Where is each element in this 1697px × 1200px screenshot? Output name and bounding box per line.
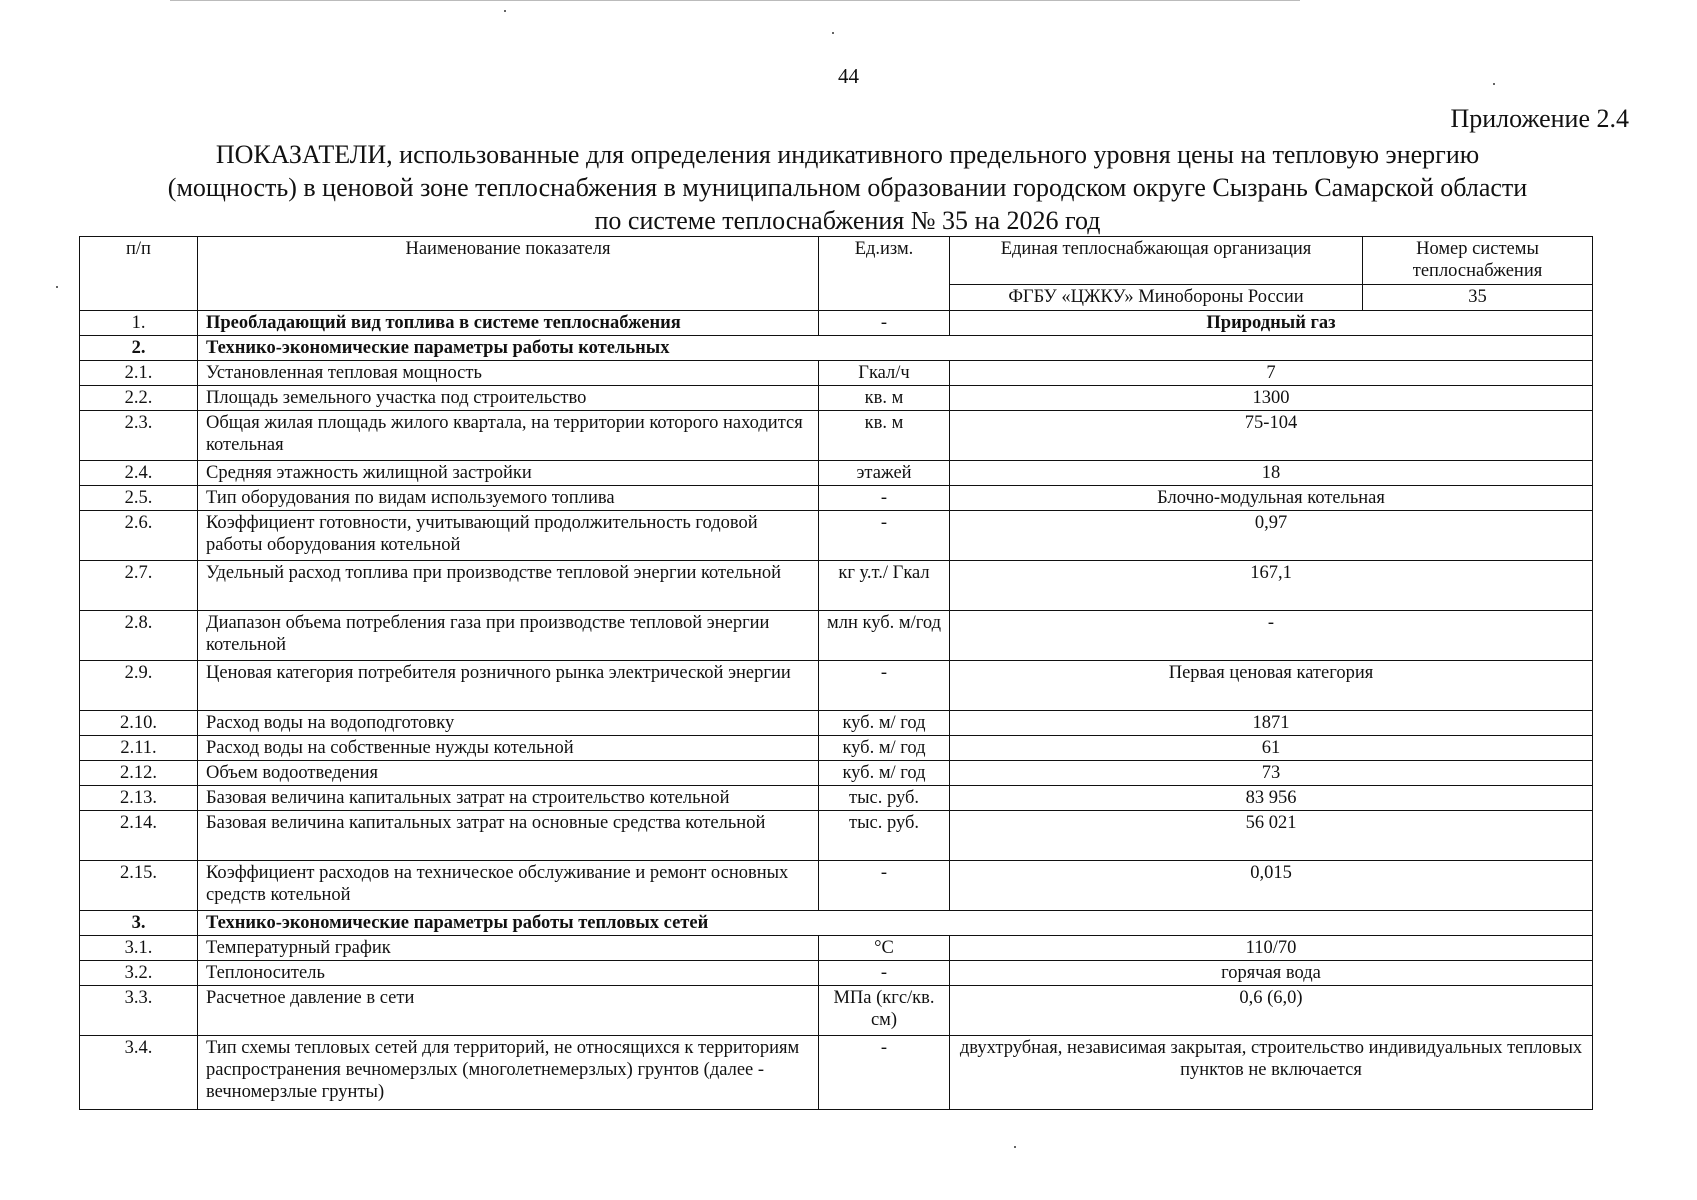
scan-speck (832, 32, 834, 34)
row-value: 0,015 (950, 861, 1593, 911)
row-number: 2.2. (80, 386, 198, 411)
row-value: Первая ценовая категория (950, 661, 1593, 711)
row-number: 2.8. (80, 611, 198, 661)
row-number: 2. (80, 336, 198, 361)
table-row (80, 911, 1593, 936)
row-value: 1871 (950, 711, 1593, 736)
indicators-table (79, 236, 1593, 1110)
row-value: 83 956 (950, 786, 1593, 811)
row-unit: кв. м (819, 386, 950, 411)
row-indicator-name: Установленная тепловая мощность (198, 361, 819, 386)
row-number: 3. (80, 911, 198, 936)
row-value: - (950, 611, 1593, 661)
row-unit: куб. м/ год (819, 761, 950, 786)
table-row (80, 961, 1593, 986)
table-row (80, 611, 1593, 661)
row-number: 2.4. (80, 461, 198, 486)
row-value: 75-104 (950, 411, 1593, 461)
row-unit: МПа (кгс/кв. см) (819, 986, 950, 1036)
row-unit: Гкал/ч (819, 361, 950, 386)
row-number: 3.3. (80, 986, 198, 1036)
row-indicator-name: Объем водоотведения (198, 761, 819, 786)
row-number: 2.3. (80, 411, 198, 461)
table-row (80, 986, 1593, 1036)
row-indicator-name: Коэффициент расходов на техническое обслуживание и ремонт основных средств котельной (198, 861, 819, 911)
row-value: 0,97 (950, 511, 1593, 561)
header-system: Номер системы теплоснабжения (1363, 237, 1593, 285)
page-number: 44 (838, 64, 859, 88)
row-unit: этажей (819, 461, 950, 486)
row-unit: °С (819, 936, 950, 961)
table-row (80, 661, 1593, 711)
row-number: 2.14. (80, 811, 198, 861)
row-value: двухтрубная, независимая закрытая, строительство индивидуальных тепловых пунктов не включается (950, 1036, 1593, 1110)
title-line-3: по системе теплоснабжения № 35 на 2026 год (594, 206, 1101, 235)
scan-speck (56, 286, 58, 288)
header-name: Наименование показателя (198, 237, 819, 311)
header-row (80, 237, 1593, 285)
row-value: 7 (950, 361, 1593, 386)
table-row (80, 711, 1593, 736)
table-row (80, 386, 1593, 411)
row-value: 73 (950, 761, 1593, 786)
row-unit: - (819, 311, 950, 336)
row-unit: - (819, 486, 950, 511)
row-unit: млн куб. м/год (819, 611, 950, 661)
row-value: 56 021 (950, 811, 1593, 861)
system-value: 35 (1363, 285, 1593, 311)
row-unit: - (819, 961, 950, 986)
row-indicator-name: Общая жилая площадь жилого квартала, на территории которого находится котельная (198, 411, 819, 461)
row-indicator-name: Средняя этажность жилищной застройки (198, 461, 819, 486)
row-indicator-name: Базовая величина капитальных затрат на строительство котельной (198, 786, 819, 811)
table-row (80, 361, 1593, 386)
row-value: Блочно-модульная котельная (950, 486, 1593, 511)
row-number: 2.10. (80, 711, 198, 736)
table-row (80, 1036, 1593, 1110)
title-line-1: ПОКАЗАТЕЛИ, использованные для определения индикативного предельного уровня цены на тепловую энергию (215, 140, 1480, 169)
table-row (80, 786, 1593, 811)
row-indicator-name: Расчетное давление в сети (198, 986, 819, 1036)
row-number: 2.13. (80, 786, 198, 811)
row-indicator-name: Технико-экономические параметры работы котельных (198, 336, 1593, 361)
table-row (80, 486, 1593, 511)
row-indicator-name: Преобладающий вид топлива в системе теплоснабжения (198, 311, 819, 336)
table-row (80, 411, 1593, 461)
row-unit: куб. м/ год (819, 711, 950, 736)
row-indicator-name: Теплоноситель (198, 961, 819, 986)
row-number: 3.2. (80, 961, 198, 986)
table-row (80, 811, 1593, 861)
table-row (80, 311, 1593, 336)
row-number: 3.4. (80, 1036, 198, 1110)
appendix-label: Приложение 2.4 (1450, 104, 1629, 133)
table-row (80, 561, 1593, 611)
row-indicator-name: Технико-экономические параметры работы тепловых сетей (198, 911, 1593, 936)
row-value: 61 (950, 736, 1593, 761)
row-unit: - (819, 1036, 950, 1110)
row-indicator-name: Тип схемы тепловых сетей для территорий, не относящихся к территориям распространения вечномерзлых (многолетнемерзлых) грунтов (далее - вечномерзлые грунты) (198, 1036, 819, 1110)
row-indicator-name: Удельный расход топлива при производстве тепловой энергии котельной (198, 561, 819, 611)
row-number: 1. (80, 311, 198, 336)
table-row (80, 761, 1593, 786)
row-unit: кв. м (819, 411, 950, 461)
row-indicator-name: Расход воды на собственные нужды котельной (198, 736, 819, 761)
scan-speck (504, 10, 506, 12)
row-indicator-name: Базовая величина капитальных затрат на основные средства котельной (198, 811, 819, 861)
row-indicator-name: Площадь земельного участка под строительство (198, 386, 819, 411)
scan-top-line (170, 0, 1300, 1)
row-number: 2.15. (80, 861, 198, 911)
row-number: 2.6. (80, 511, 198, 561)
header-num: п/п (80, 237, 198, 311)
row-number: 2.11. (80, 736, 198, 761)
title-line-2: (мощность) в ценовой зоне теплоснабжения в муниципальном образовании городском округе Сызрань Самарской области (167, 173, 1528, 202)
row-value: 167,1 (950, 561, 1593, 611)
row-unit: - (819, 511, 950, 561)
row-value: 1300 (950, 386, 1593, 411)
row-indicator-name: Ценовая категория потребителя розничного рынка электрической энергии (198, 661, 819, 711)
row-number: 2.9. (80, 661, 198, 711)
row-number: 2.5. (80, 486, 198, 511)
table-row (80, 511, 1593, 561)
row-value: Природный газ (950, 311, 1593, 336)
row-indicator-name: Коэффициент готовности, учитывающий продолжительность годовой работы оборудования котельной (198, 511, 819, 561)
row-unit: тыс. руб. (819, 811, 950, 861)
row-number: 2.7. (80, 561, 198, 611)
row-indicator-name: Диапазон объема потребления газа при производстве тепловой энергии котельной (198, 611, 819, 661)
header-unit: Ед.изм. (819, 237, 950, 311)
row-indicator-name: Тип оборудования по видам используемого топлива (198, 486, 819, 511)
org-value: ФГБУ «ЦЖКУ» Минобороны России (950, 285, 1363, 311)
document-title (60, 138, 1635, 237)
row-number: 2.1. (80, 361, 198, 386)
row-unit: тыс. руб. (819, 786, 950, 811)
table-row (80, 461, 1593, 486)
row-value: горячая вода (950, 961, 1593, 986)
table-row (80, 861, 1593, 911)
row-value: 110/70 (950, 936, 1593, 961)
scan-speck (1014, 1146, 1016, 1148)
row-number: 3.1. (80, 936, 198, 961)
row-indicator-name: Расход воды на водоподготовку (198, 711, 819, 736)
header-org: Единая теплоснабжающая организация (950, 237, 1363, 285)
row-number: 2.12. (80, 761, 198, 786)
row-unit: куб. м/ год (819, 736, 950, 761)
row-unit: - (819, 861, 950, 911)
table-row (80, 936, 1593, 961)
row-unit: - (819, 661, 950, 711)
row-indicator-name: Температурный график (198, 936, 819, 961)
row-unit: кг у.т./ Гкал (819, 561, 950, 611)
row-value: 18 (950, 461, 1593, 486)
table-row (80, 336, 1593, 361)
row-value: 0,6 (6,0) (950, 986, 1593, 1036)
table-row (80, 736, 1593, 761)
